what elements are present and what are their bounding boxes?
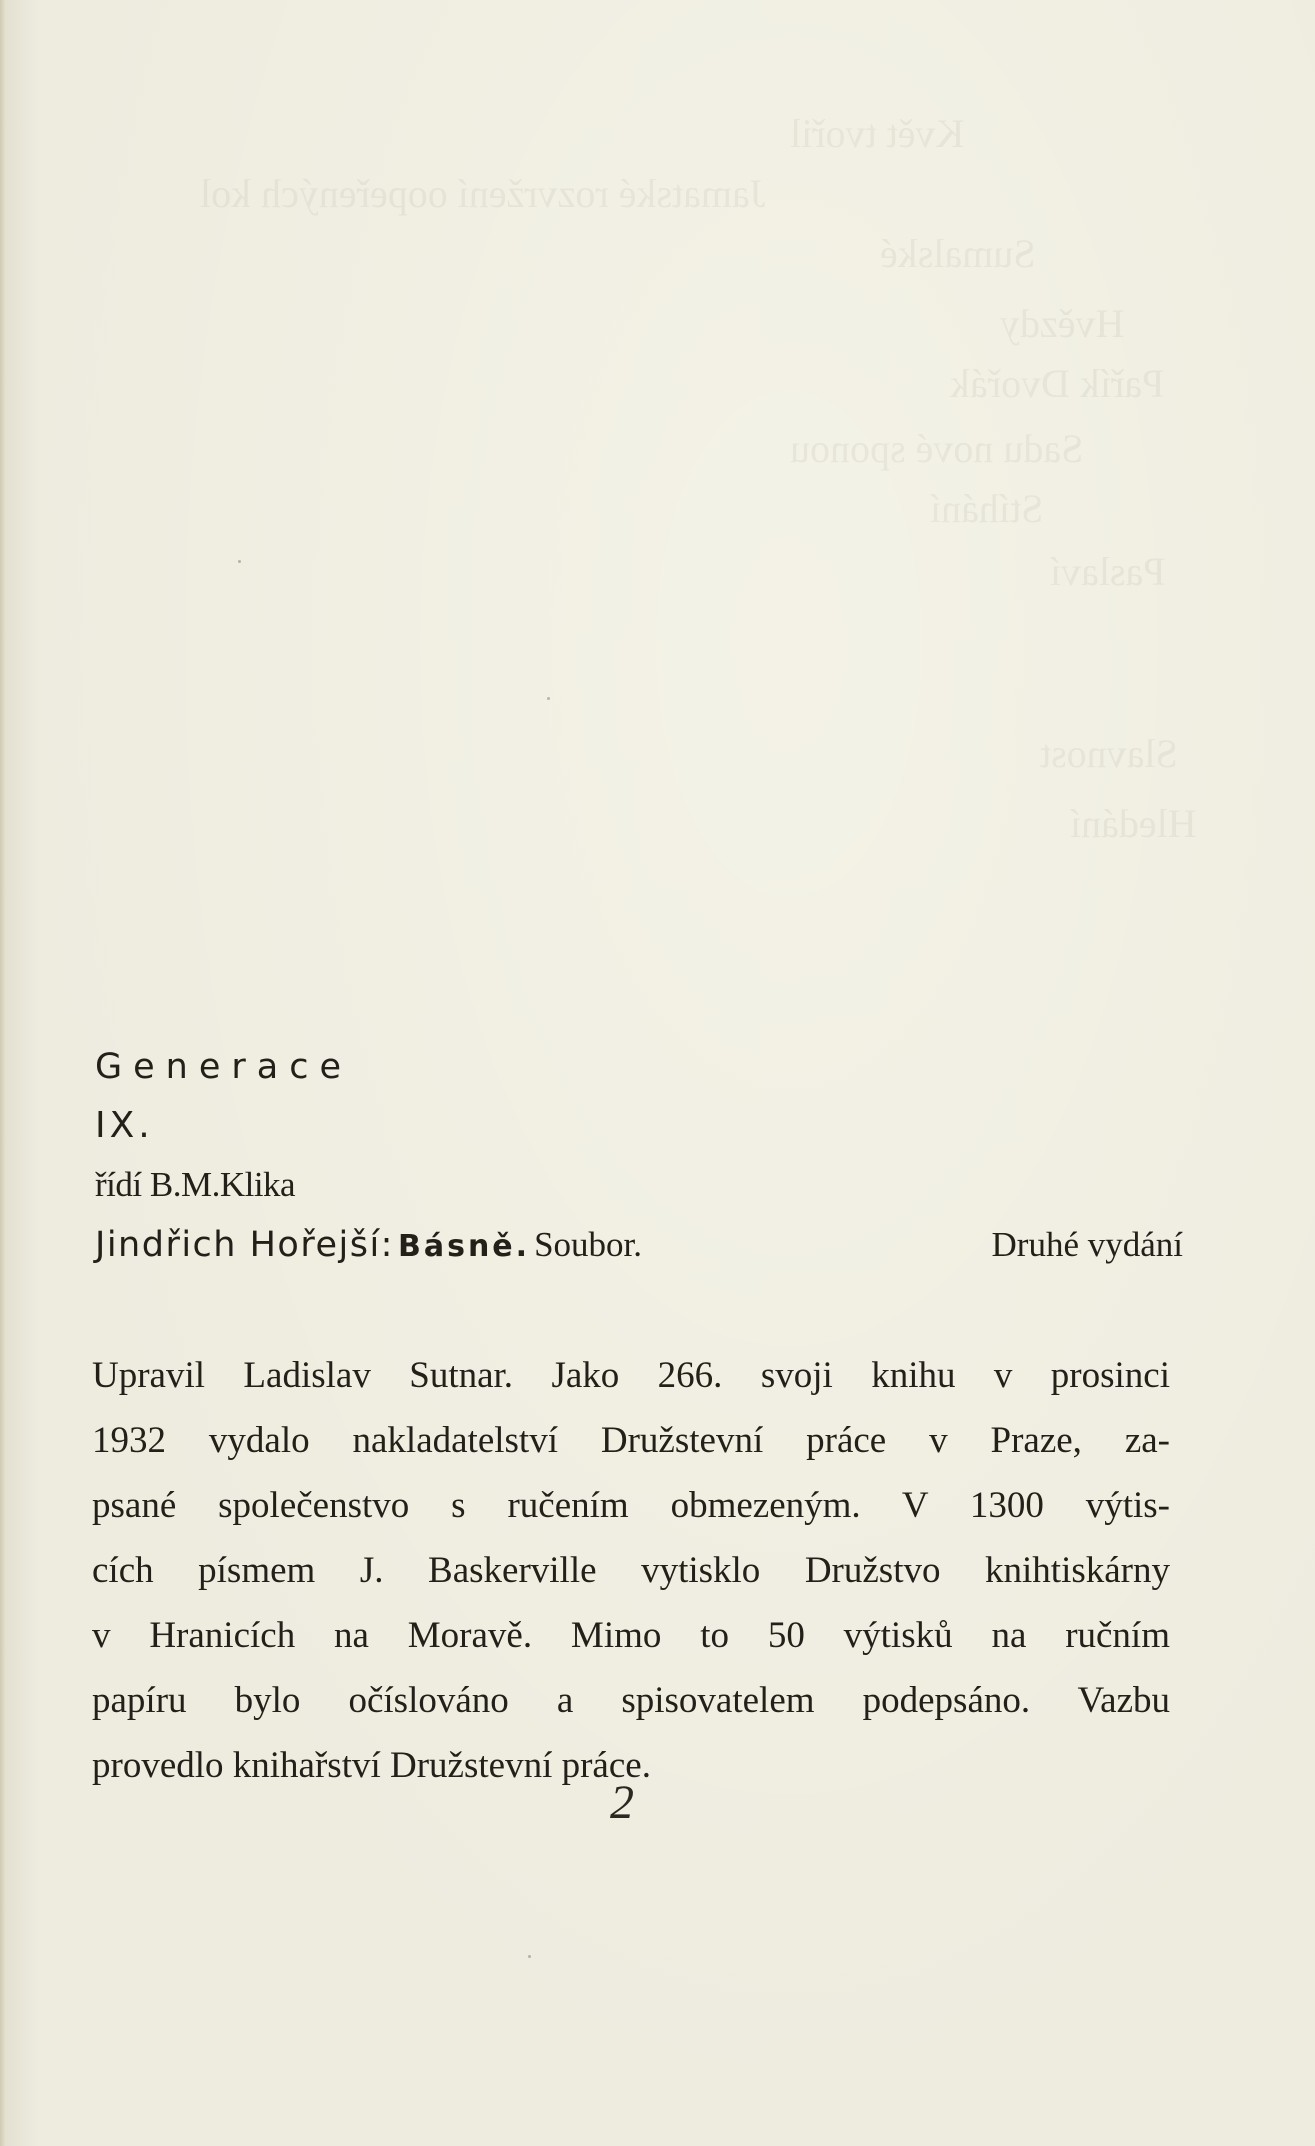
series-title: Generace	[95, 1047, 352, 1087]
colophon-line: v Hranicích na Moravě. Mimo to 50 výtisků na ručním	[92, 1615, 1170, 1656]
series-block	[95, 1037, 1185, 1275]
book-subtitle: Soubor.	[534, 1225, 643, 1264]
show-through-line: Květ tvořil	[790, 111, 965, 156]
paper-speck	[238, 560, 241, 563]
paper-speck	[547, 697, 550, 700]
handwritten-page-number: 2	[610, 1776, 634, 1829]
show-through-line: Paslaví	[1050, 549, 1166, 594]
show-through-line: Sumalské	[880, 231, 1036, 276]
edition-label: Druhé vydání	[991, 1225, 1183, 1264]
colophon-line: 1932 vydalo nakladatelství Družstevní práce v Praze, za-	[92, 1420, 1170, 1461]
show-through-line: Stíhání	[930, 486, 1044, 531]
book-author: Jindřich Hořejší:	[95, 1225, 394, 1265]
show-through-line: Pařík Dvořák	[950, 361, 1165, 406]
show-through-line: Sadu nové sponou	[790, 426, 1084, 471]
show-through-line: Hvězdy	[1000, 301, 1125, 346]
colophon-line: cích písmem J. Baskerville vytisklo Družstvo knihtiskárny	[92, 1550, 1170, 1591]
colophon-line: papíru bylo očíslováno a spisovatelem podepsáno. Vazbu	[92, 1680, 1170, 1721]
show-through-line: Jamatské rozvržení oopeřených kol	[200, 171, 766, 216]
show-through-line: Hledání	[1070, 801, 1197, 846]
paper-speck	[528, 1955, 531, 1958]
colophon-paragraph	[92, 1343, 1170, 1798]
colophon-line: provedlo knihařství Družstevní práce.	[92, 1745, 651, 1786]
book-title-row	[95, 1215, 1185, 1275]
colophon-line: Upravil Ladislav Sutnar. Jako 266. svoji knihu v prosinci	[92, 1355, 1170, 1396]
page-binding-edge	[0, 0, 6, 2146]
colophon-line: psané společenstvo s ručením obmezeným. V 1300 výtis-	[92, 1485, 1170, 1526]
book-title: Básně.	[397, 1229, 531, 1264]
show-through-line: Slavnost	[1040, 731, 1178, 776]
series-number: IX.	[95, 1105, 154, 1146]
series-editor: řídí B.M.Klika	[95, 1165, 296, 1204]
